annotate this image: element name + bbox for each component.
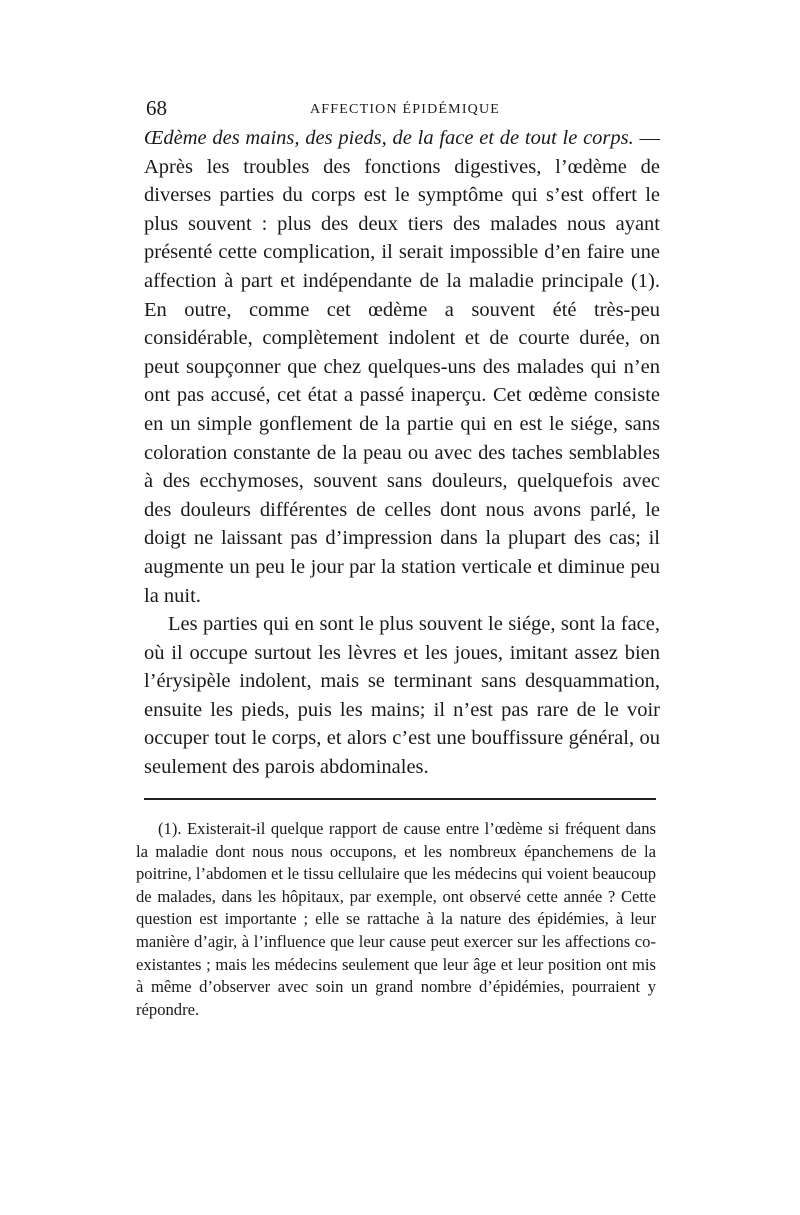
paragraph-title: Œdème des mains, des pieds, de la face et de tout le corps. — [144, 127, 634, 149]
footnote: (1). Existerait-il quelque rapport de cause entre l’œdème si fréquent dans la maladie dont nous nous occupons, et les nombreux épanchemens de la poitrine, l’abdomen et le tissu cellulaire que les médecins qui voient beaucoup de malades, dans les hôpitaux, par exemple, ont observé cette année ? Cette question est importante ; elle se rattache à la nature des épidémies, à leur manière d’agir, à l’influence que leur cause peut exercer sur les affections co-existantes ; mais les médecins seulement que leur âge et leur position ont mis à même d’observer avec soin un grand nombre d’épidémies, pourraient y répondre. — [136, 819, 656, 1019]
page-number: 68 — [146, 96, 167, 120]
running-head: AFFECTION ÉPIDÉMIQUE — [310, 102, 501, 117]
paragraph-1-text: — Après les troubles des fonctions digestives, l’œdème de diverses parties du corps est le symptôme qui s’est offert le plus souvent : plus des deux tiers des malades nous ayant présenté cette complication, il serait impossible d’en faire une affection à part et indépendante de la maladie principale (1). En outre, comme cet œdème a souvent été très-peu considérable, complètement indolent et de courte durée, on peut soupçonner que chez quelques-uns des malades qui n’en ont pas accusé, cet état a passé inaperçu. Cet œdème consiste en un simple gonflement de la partie qui en est le siége, sans coloration constante de la peau ou avec des taches semblables à des ecchymoses, souvent sans douleurs, quelquefois avec des douleurs différentes de celles dont nous avons parlé, le doigt ne laissant pas d’impression dans la plupart des cas; il augmente un peu le jour par la station verticale et diminue peu la nuit. — [144, 127, 661, 607]
paragraph-2: Les parties qui en sont le plus souvent le siége, sont la face, où il occupe surtout les lèvres et les joues, imitant assez bien l’érysipèle indolent, mais se terminant sans desquammation, ensuite les pieds, puis les mains; il n’est pas rare de le voir occuper tout le corps, et alors c’est une bouffissure général, ou seulement des parois abdominales. — [144, 613, 660, 779]
page-header — [140, 96, 660, 124]
footnote-separator — [144, 798, 656, 800]
paragraph-1 — [144, 124, 660, 610]
main-text — [144, 124, 660, 782]
